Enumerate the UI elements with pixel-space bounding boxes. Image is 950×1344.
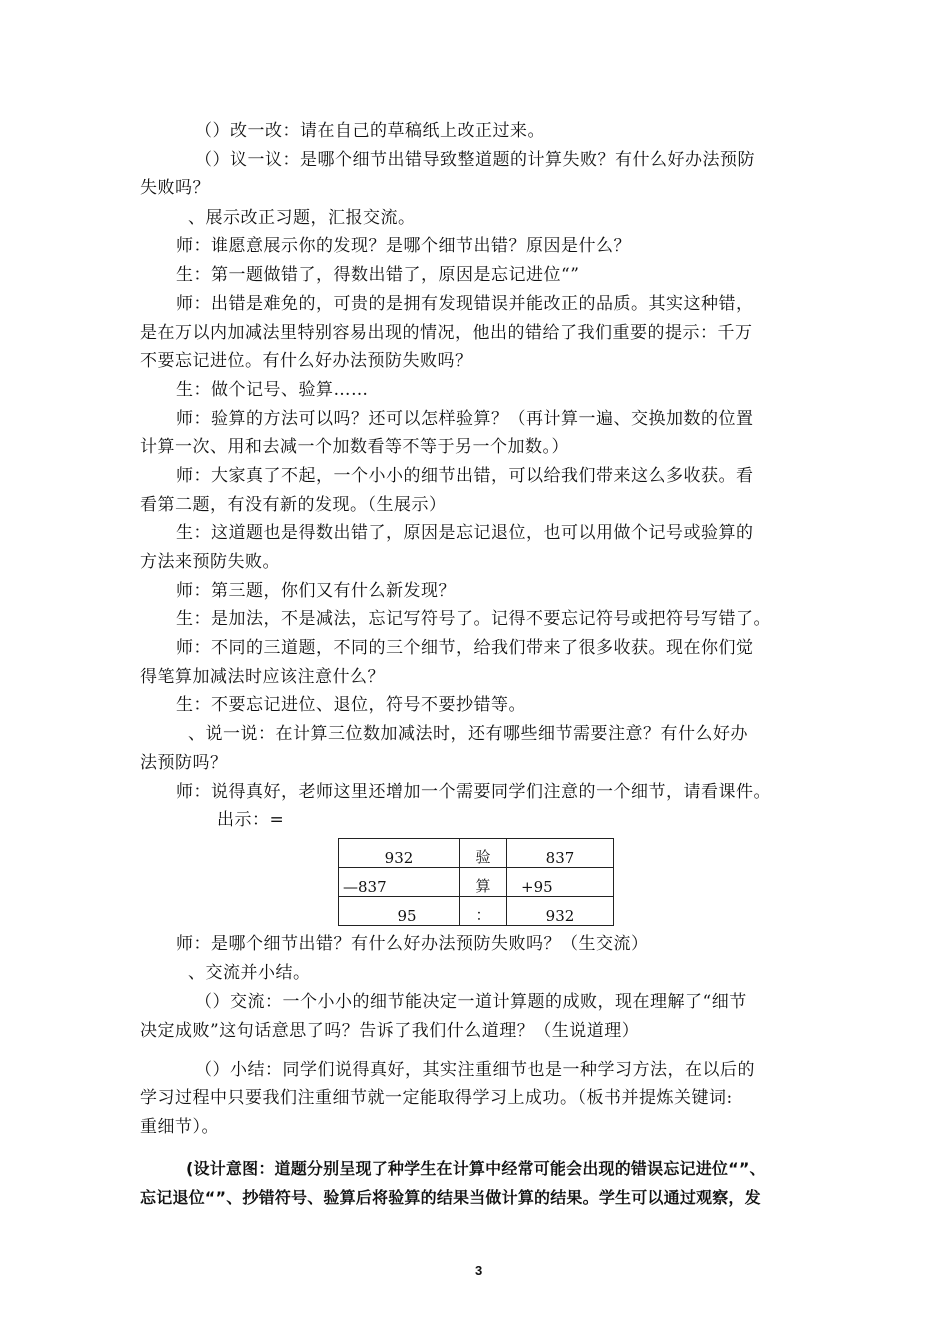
table-row [339,839,614,868]
design-note-line-2: 忘记退位“”、抄错符号、验算后将验算的结果当做计算的结果。学生可以通过观察，发 [140,1188,761,1207]
paragraph-line: （）议一议：是哪个细节出错导致整道题的计算失败？有什么好办法预防 [195,150,755,170]
table-cell: +95 [507,868,614,897]
page-number: 3 [475,1263,483,1278]
paragraph-line: 重细节）。 [140,1117,219,1137]
paragraph-line: 生：是加法，不是减法，忘记写符号了。记得不要忘记符号或把符号写错了。 [176,609,771,629]
paragraph-line: 得笔算加减法时应该注意什么？ [140,667,385,687]
paragraph-line: 师：说得真好，老师这里还增加一个需要同学们注意的一个细节，请看课件。 [176,782,771,802]
table-row [339,897,614,926]
paragraph-line: 师：第三题，你们又有什么新发现？ [176,581,456,601]
paragraph-line: 师：是哪个细节出错？有什么好办法预防失败吗？（生交流） [176,934,649,954]
paragraph-line: 出示：= [217,810,285,830]
table-cell: 932 [339,839,460,868]
table-cell: 837 [507,839,614,868]
paragraph-line: 失败吗？ [140,178,210,198]
paragraph-line: 决定成败”这句话意思了吗？告诉了我们什么道理？（生说道理） [140,1021,640,1041]
paragraph-line: 、交流并小结。 [188,963,311,983]
paragraph-line: 师：验算的方法可以吗？还可以怎样验算？（再计算一遍、交换加数的位置 [176,409,754,429]
paragraph-line: 生：这道题也是得数出错了，原因是忘记退位，也可以用做个记号或验算的 [176,523,754,543]
paragraph-line: 学习过程中只要我们注重细节就一定能取得学习上成功。（板书并提炼关键词: [140,1088,733,1108]
table-cell: 95 [339,897,460,926]
table-cell: ： [460,897,507,926]
paragraph-line: 生：做个记号、验算…… [176,380,369,400]
paragraph-line: 方法来预防失败。 [140,552,280,572]
table-cell: —837 [339,868,460,897]
calculation-table [338,838,614,926]
paragraph-line: 看第二题，有没有新的发现。（生展示） [140,495,447,515]
paragraph-line: 计算一次、用和去减一个加数看等不等于另一个加数。） [140,437,569,457]
paragraph-line: 师：不同的三道题，不同的三个细节，给我们带来了很多收获。现在你们觉 [176,638,754,658]
table-cell: 932 [507,897,614,926]
table-cell: 算 [460,868,507,897]
paragraph-line: （）小结：同学们说得真好，其实注重细节也是一种学习方法，在以后的 [195,1060,755,1080]
paragraph-line: （）改一改：请在自己的草稿纸上改正过来。 [195,121,545,141]
paragraph-line: 、说一说：在计算三位数加减法时，还有哪些细节需要注意？有什么好办 [188,724,748,744]
paragraph-line: （）交流：一个小小的细节能决定一道计算题的成败，现在理解了“细节 [195,992,747,1012]
paragraph-line: 师：大家真了不起，一个小小的细节出错，可以给我们带来这么多收获。看 [176,466,754,486]
paragraph-line: 不要忘记进位。有什么好办法预防失败吗？ [140,351,473,371]
paragraph-line: 师：出错是难免的，可贵的是拥有发现错误并能改正的品质。其实这种错， [176,294,754,314]
paragraph-line: 法预防吗？ [140,753,228,773]
paragraph-line: 、展示改正习题，汇报交流。 [188,208,416,228]
paragraph-line: 生：不要忘记进位、退位，符号不要抄错等。 [176,695,526,715]
table-row [339,868,614,897]
table-cell: 验 [460,839,507,868]
design-note-line-1: (设计意图：道题分别呈现了种学生在计算中经常可能会出现的错误忘记进位“”、 [186,1159,766,1178]
paragraph-line: 是在万以内加减法里特别容易出现的情况，他出的错给了我们重要的提示：千万 [140,323,753,343]
paragraph-line: 师：谁愿意展示你的发现？是哪个细节出错？原因是什么？ [176,236,631,256]
paragraph-line: 生：第一题做错了，得数出错了，原因是忘记进位“” [176,265,580,285]
